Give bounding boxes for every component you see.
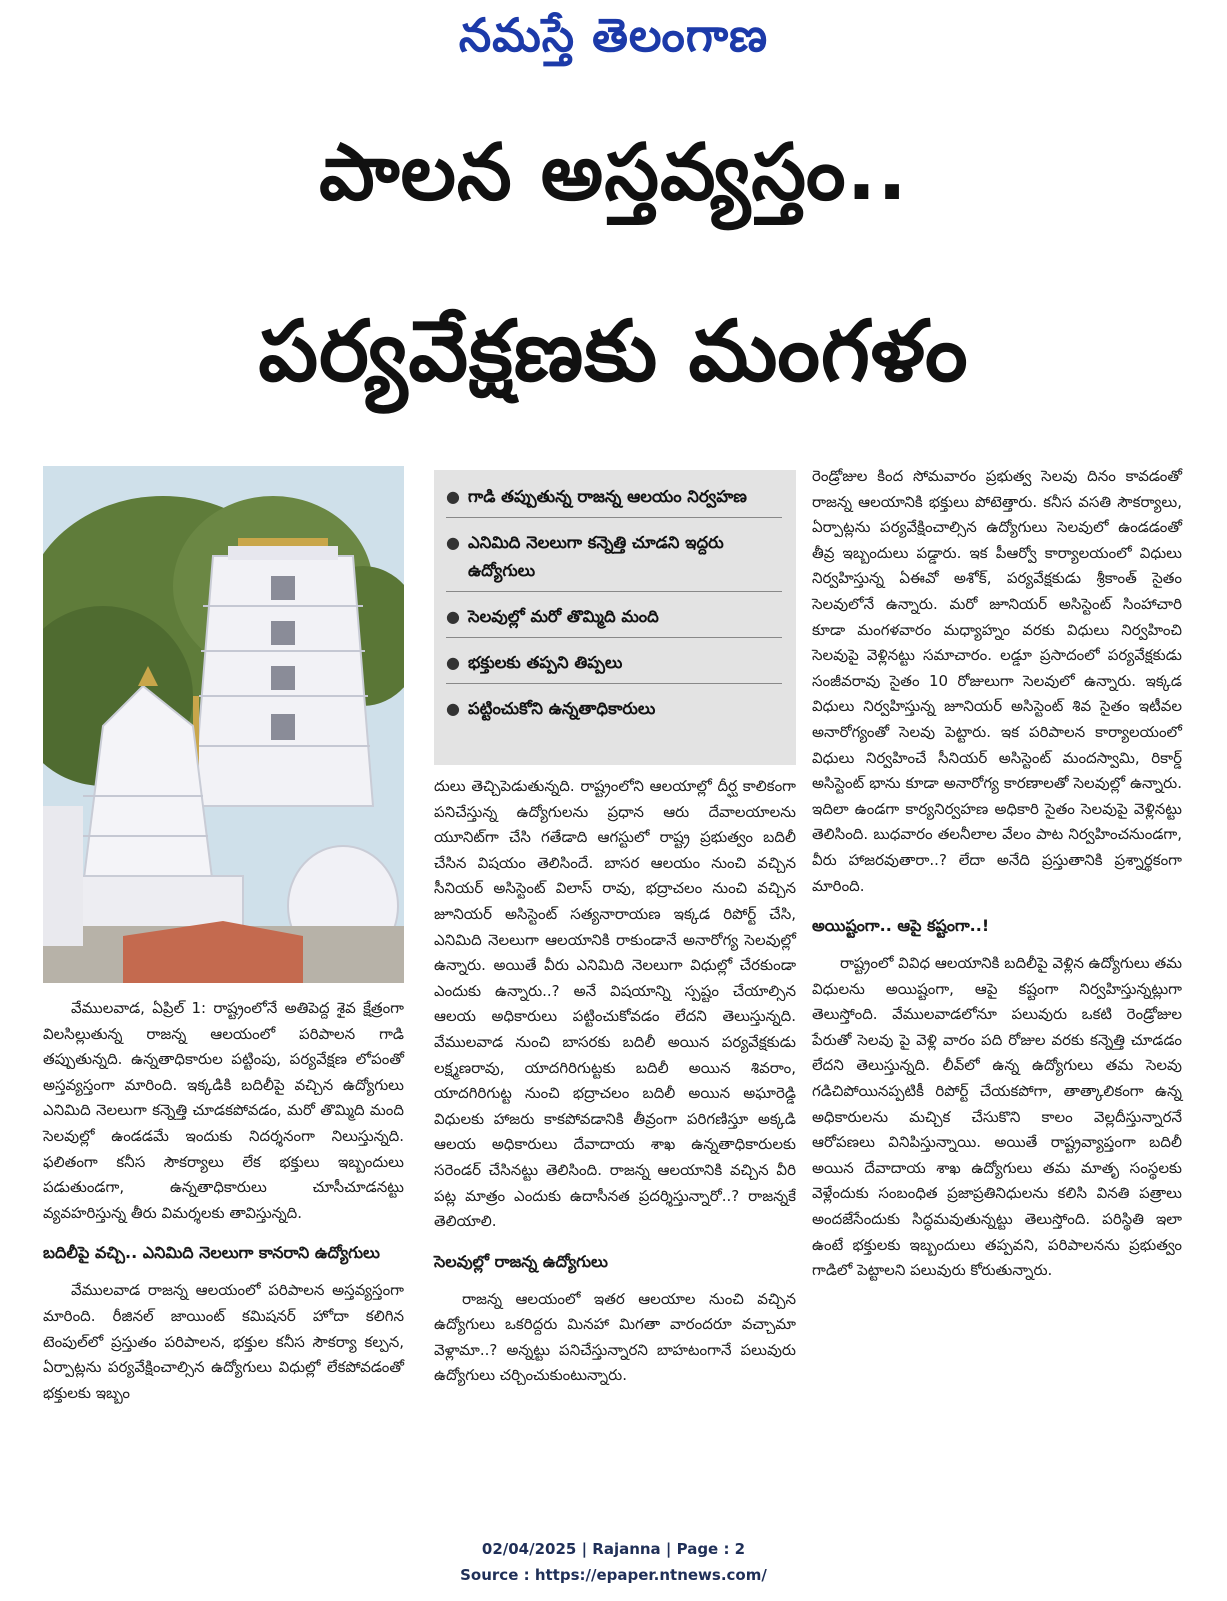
headline-line-1: పాలన అస్తవ్యస్తం.. xyxy=(319,128,908,218)
article-paragraph: వేములవాడ రాజన్న ఆలయంలో పరిపాలన అస్తవ్యస్తంగా మారింది. రీజినల్ జాయింట్ కమిషనర్ హోదా కలిగిన టెంపుల్‌లో ప్రస్తుతం పరిపాలన, భక్తుల కనీస సౌకర్యా కల్పన, ఏర్పాట్లను పర్యవేక్షించాల్సిన ఉద్యోగులు విధుల్లో లేకపోవడంతో భక్తులకు ఇబ్బం xyxy=(43,1281,404,1402)
article-column-right xyxy=(812,464,1182,1284)
highlight-item xyxy=(446,478,782,518)
footer-source-link[interactable]: Source : https://epaper.ntnews.com/ xyxy=(460,1566,767,1584)
masthead-logo: నమస్తే తెలంగాణ xyxy=(458,8,769,62)
highlight-text: ఎనిమిది నెలలుగా కన్నెత్తి చూడని ఇద్దరు ఉద్యోగులు xyxy=(468,533,724,580)
bullet-icon: ● xyxy=(446,699,460,718)
highlight-text: సెలవుల్లో మరో తొమ్మిది మంది xyxy=(468,607,659,626)
article-paragraph: రాజన్న ఆలయంలో ఇతర ఆలయాల నుంచి వచ్చిన ఉద్యోగులు ఒకరిద్దరు మినహా మిగతా వారందరూ వచ్చామా వెళ్లామా..? అన్నట్టు పనిచేస్తున్నారని బాహటంగానే పలువురు ఉద్యోగులు చర్చించుకుంటున్నారు. xyxy=(434,1289,796,1385)
footer-date-page: 02/04/2025 | Rajanna | Page : 2 xyxy=(481,1540,746,1558)
subheading-transferred-employees: బదిలీపై వచ్చి.. ఎనిమిది నెలలుగా కానరాని ఉద్యోగులు xyxy=(43,1243,380,1263)
article-column-left xyxy=(43,996,404,1406)
bullet-icon: ● xyxy=(446,487,460,506)
bullet-icon: ● xyxy=(446,653,460,672)
article-paragraph: రెండ్రోజుల కింద సోమవారం ప్రభుత్వ సెలవు దినం కావడంతో రాజన్న ఆలయానికి భక్తులు పోటెత్తారు. కనీస వసతి సౌకర్యాలు, ఏర్పాట్లను పర్యవేక్షించాల్సిన ఉద్యోగులు సెలవులో ఉండడంతో తీవ్ర ఇబ్బందులు పడ్డారు. ఇక పీఆర్వో కార్యాలయంలో విధులు నిర్వహిస్తున్న ఏఈవో అశోక్, పర్యవేక్షకుడు శ్రీకాంత్ సైతం సెలవులోనే ఉన్నారు. మరో జూనియర్ అసిస్టెంట్ సింహాచారి కూడా మంగళవారం మధ్యాహ్నం వరకు విధులు నిర్వహించి సెలవుపై వెళ్లినట్టు సమాచారం. లడ్డూ ప్రసాదంలో పర్యవేక్షకుడు సంజీవరావు సైతం 10 రోజులుగా సెలవులో ఉన్నారు. ఇక్కడ విధులు నిర్వహిస్తున్న జూనియర్ అసిస్టెంట్ శివ సైతం ఇటీవల అనారోగ్యంతో సెలవు పెట్టారు. ఇక పరిపాలన కార్యాలయంలో విధులు నిర్వహించే సీనియర్ అసిస్టెంట్ మందస్వామి, రికార్డ్ అసిస్టెంట్ భాను కూడా అనారోగ్య కారణాలతో సెలవుల్లో ఉన్నారు. ఇదిలా ఉండగా కార్యనిర్వహణ అధికారి సైతం సెలవుపై వెళ్లినట్టు తెలిసింది. బుధవారం తలనీలాల వేలం పాట నిర్వహించనుండగా, వీరు హాజరవుతారా..? లేదా అనేది ప్రస్తుతానికి ప్రశ్నార్థకంగా మారింది. xyxy=(812,467,1182,895)
headline-line-2: పర్యవేక్షణకు మంగళం xyxy=(258,302,969,400)
bullet-icon: ● xyxy=(446,533,460,552)
subheading-employees-on-leave: సెలవుల్లో రాజన్న ఉద్యోగులు xyxy=(434,1251,608,1271)
article-lead-paragraph: వేములవాడ, ఏప్రిల్ 1: రాష్ట్రంలోనే అతిపెద్ద శైవ క్షేత్రంగా విలసిల్లుతున్న రాజన్న ఆలయంలో పరిపాలన గాడి తప్పుతున్నది. ఉన్నతాధికారుల పట్టింపు, పర్యవేక్షణ లోపంతో అస్తవ్యస్తంగా మారింది. ఇక్కడికి బదిలీపై వచ్చిన ఉద్యోగులు ఎనిమిది నెలలుగా కన్నెత్తి చూడకపోవడం, మరో తొమ్మిది మంది సెలవుల్లో ఉండడమే ఇందుకు నిదర్శనంగా నిలుస్తున్నది. ఫలితంగా కనీస సౌకర్యాలు లేక భక్తులు ఇబ్బందులు పడుతుండగా, ఉన్నతాధికారులు చూసీచూడనట్టు వ్యవహరిస్తున్న తీరు విమర్శలకు తావిస్తున్నది. xyxy=(43,999,404,1222)
article-paragraph: దులు తెచ్చిపెడుతున్నది. రాష్ట్రంలోని ఆలయాల్లో దీర్ఘ కాలికంగా పనిచేస్తున్న ఉద్యోగులను ప్రధాన ఆరు దేవాలయాలను యూనిట్‌గా చేసి గతేడాది ఆగస్టులో రాష్ట్ర ప్రభుత్వం బదిలీ చేసిన విషయం తెలిసిందే. బాసర ఆలయం నుంచి వచ్చిన సీనియర్ అసిస్టెంట్ విలాస్ రావు, భద్రాచలం నుంచి వచ్చిన జూనియర్ అసిస్టెంట్ సత్యనారాయణ ఇక్కడ రిపోర్ట్ చేసి, ఎనిమిది నెలలుగా ఆలయానికి రాకుండానే అనారోగ్య సెలవుల్లో ఉన్నారు. అయితే వీరు ఎనిమిది నెలలుగా విధుల్లో చేరకుండా ఎందుకు ఉన్నారు..? అనే విషయాన్ని స్పష్టం చేయాల్సిన ఆలయ అధికారులు పట్టించుకోవడం లేదని తెలుస్తున్నది. వేములవాడ నుంచి బాసరకు బదిలీ అయిన పర్యవేక్షకుడు లక్ష్మణరావు, యాదగిరిగుట్టకు బదిలీ అయిన శివరాం, యాదగిరిగుట్ట నుంచి భద్రాచలం బదిలీ అయిన అఘారెడ్డి విధులకు హాజరు కాకపోవడానికి తీవ్రంగా పరిగణిస్తూ అక్కడి ఆలయ అధికారులు దేవాదాయ శాఖ ఉన్నతాధికారులకు సరెండర్ చేసినట్టు తెలిసింది. రాజన్న ఆలయానికి వచ్చిన వీరి పట్ల మాత్రం ఎందుకు ఉదాసీనత ప్రదర్శిస్తున్నారో..? రాజన్నకే తెలియాలి. xyxy=(434,777,796,1231)
highlights-box xyxy=(434,470,796,765)
highlight-item xyxy=(446,524,782,592)
bullet-icon: ● xyxy=(446,607,460,626)
subheading-reluctantly: అయిష్టంగా.. ఆపై కష్టంగా..! xyxy=(812,916,990,936)
highlight-item xyxy=(446,690,782,729)
highlight-item xyxy=(446,598,782,638)
highlight-item xyxy=(446,644,782,684)
article-column-middle xyxy=(434,774,796,1389)
highlight-text: పట్టించుకోని ఉన్నతాధికారులు xyxy=(468,699,656,718)
highlight-text: భక్తులకు తప్పని తిప్పలు xyxy=(468,653,623,672)
temple-photo xyxy=(43,466,404,983)
highlight-text: గాడి తప్పుతున్న రాజన్న ఆలయం నిర్వహణ xyxy=(468,487,747,506)
article-paragraph: రాష్ట్రంలో వివిధ ఆలయానికి బదిలీపై వెళ్లిన ఉద్యోగులు తమ విధులను అయిష్టంగా, ఆపై కష్టంగా నిర్వహిస్తున్నట్లుగా తెలుస్తోంది. వేములవాడలోనూ పలువురు ఒకటి రెండ్రోజుల పేరుతో సెలవు పై వెళ్లి వారం పది రోజుల వరకు కన్నెత్తి చూడడం లేదని తెలుస్తున్నది. లీవ్‌లో ఉన్న ఉద్యోగులు తమ సెలవు గడిచిపోయినప్పటికీ రిపోర్ట్ చేయకపోగా, తాత్కాలికంగా ఉన్న అధికారులను మచ్చిక చేసుకొని కాలం వెల్లదీస్తున్నారనే ఆరోపణలు వినిపిస్తున్నాయి. అయితే రాష్ట్రవ్యాప్తంగా బదిలీ అయిన దేవాదాయ శాఖ ఉద్యోగులు తమ మాతృ సంస్థలకు వెళ్లేందుకు సంబంధిత ప్రజాప్రతినిధులను కలిసి వినతి పత్రాలు అందజేసేందుకు సిద్ధమవుతున్నట్టు తెలుస్తోంది. పరిస్థితి ఇలా ఉంటే భక్తులకు ఇబ్బందులు తప్పవని, పరిపాలనను ప్రభుత్వం గాడిలో పెట్టాలని పలువురు కోరుతున్నారు. xyxy=(812,954,1182,1280)
